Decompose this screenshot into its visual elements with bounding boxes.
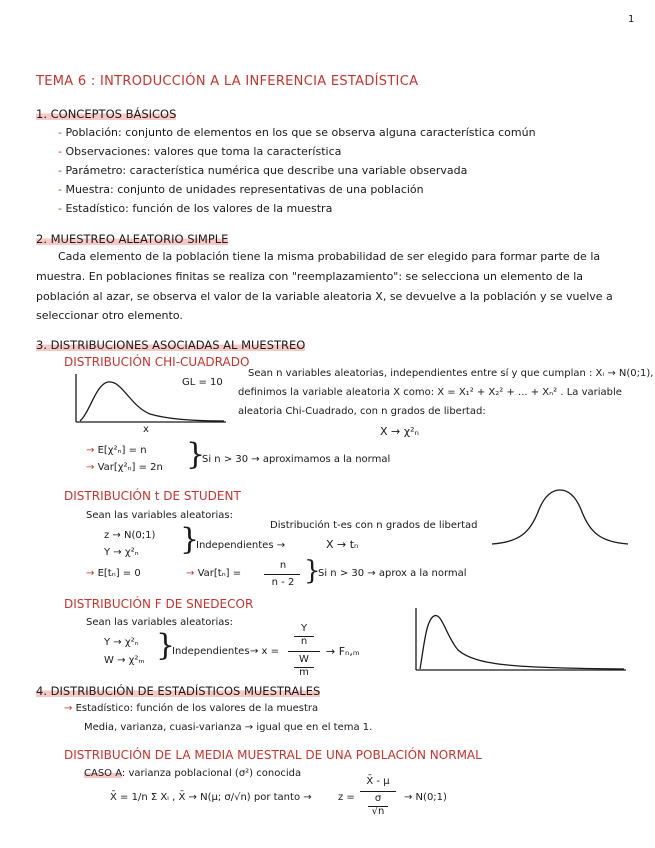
section-heading-text: 2. MUESTREO ALEATORIO SIMPLE [36,232,229,246]
chi-variance-text: Var[χ²ₙ] = 2n [97,462,163,473]
t-variance-fraction-bar [264,574,300,575]
concept-item-muestra: - Muestra: conjunto de unidades representativas de una población [58,183,424,196]
f-num-top: Y [300,623,308,634]
chi-expectation: → E[χ²ₙ] = n [86,445,147,456]
z-sigma: σ [374,793,382,804]
page-number: 1 [628,14,635,25]
section-heading-muestreo [36,232,228,246]
concept-def: : conjunto de unidades representativas de una población [110,183,424,196]
s4-line: Media, varianza, cuasi-varianza → igual que en el tema 1. [84,722,373,733]
t-expectation-text: E[tₙ] = 0 [97,568,141,579]
z-result: → N(0;1) [404,792,447,803]
section-heading-estadisticos [36,684,320,698]
t-independientes: Independientes → [196,540,286,551]
z-sqrt-n: √n [371,806,385,817]
t-approx-note: Si n > 30 → aprox a la normal [318,568,467,579]
case-a-label: CASO A [84,768,122,779]
t-brace: } [180,522,200,557]
t-note: Distribución t-es con n grados de libertad [270,520,478,531]
f-x-equals: → x = [250,646,280,657]
f-main-fraction-bar [288,651,320,652]
t-variance-denominator: n - 2 [271,577,295,588]
chi-square-heading: DISTRIBUCIÓN CHI-CUADRADO [64,355,250,369]
chi-text-line: definimos la variable aleatoria X como: X = X₁² + X₂² + ... + Xₙ² . La variable [238,387,622,398]
section-heading-text: 1. CONCEPTOS BÁSICOS [36,107,177,121]
chi-gl-label: GL = 10 [182,377,223,388]
paragraph-line: seleccionar otro elemento. [36,309,183,322]
concept-term: Población [65,126,119,139]
f-brace: } [156,628,176,663]
concept-item-poblacion: - Población: conjunto de elementos en los que se observa alguna característica común [58,126,536,139]
section-heading-text: 3. DISTRIBUCIONES ASOCIADAS AL MUESTREO [36,338,306,352]
concept-item-estadistico: - Estadístico: función de los valores de la muestra [58,202,333,215]
chi-text-line: Sean n variables aleatorias, independientes entre sí y que cumplan : Xᵢ → N(0;1), [248,368,654,379]
chi-approx-note: Si n > 30 → aproximamos a la normal [202,454,391,465]
f-snedecor-heading: DISTRIBUCIÓN F DE SNEDECOR [64,597,254,611]
z-equals: z = [338,792,355,803]
t-intro: Sean las variables aleatorias: [86,510,233,521]
concept-def: : conjunto de elementos en los que se observa alguna característica común [118,126,536,139]
t-student-heading: DISTRIBUCIÓN t DE STUDENT [64,489,241,503]
concept-item-observaciones: - Observaciones: valores que toma la característica [58,145,342,158]
chi-definition: X → χ²ₙ [380,425,419,438]
t-z-def: z → N(0;1) [104,530,156,541]
f-density-curve [420,616,624,669]
paragraph-line: Cada elemento de la población tiene la misma probabilidad de ser elegido para formar parte de la [58,250,601,263]
t-y-def: Y → χ²ₙ [104,547,139,558]
case-a-text: : varianza poblacional (σ²) conocida [121,768,302,779]
s4-item-text: Estadístico: función de los valores de la muestra [75,703,319,714]
t-variance: → Var[tₙ] = [186,568,242,579]
t-variance-brace: } [304,556,321,586]
f-y-def: Y → χ²ₙ [104,637,139,648]
f-independientes: Independientes [172,646,250,657]
f-num-bottom: n [300,636,308,647]
chi-brace: } [186,437,206,472]
concept-def: : característica numérica que describe una variable observada [122,164,468,177]
case-a-line [84,768,301,779]
formula-media: X̄ = 1/n Σ Xᵢ , X̄ → N(μ; σ/√n) por tanto → [110,792,312,803]
concept-term: Parámetro [65,164,123,177]
concept-item-parametro: - Parámetro: característica numérica que describe una variable observada [58,164,468,177]
f-intro: Sean las variables aleatorias: [86,617,233,628]
f-w-def: W → χ²ₘ [104,655,145,666]
concept-def: : valores que toma la característica [146,145,342,158]
concept-def: : función de los valores de la muestra [125,202,333,215]
chi-variance: → Var[χ²ₙ] = 2n [86,462,163,473]
section-heading-text: 4. DISTRIBUCIÓN DE ESTADÍSTICOS MUESTRALES [36,684,321,698]
chi-expectation-text: E[χ²ₙ] = n [97,445,147,456]
z-numerator: X̄ - μ [366,776,390,787]
chi-text-line: aleatoria Chi-Cuadrado, con n grados de libertad: [238,406,486,417]
t-student-curve-plot [490,488,630,552]
concept-term: Muestra [65,183,111,196]
s4-item: → Estadístico: función de los valores de la muestra [64,703,319,714]
section-heading-distribuciones [36,338,305,352]
f-den-bottom: m [299,667,309,678]
t-variance-numerator: n [279,560,287,571]
page-title: TEMA 6 : INTRODUCCIÓN A LA INFERENCIA ESTADÍSTICA [36,74,419,89]
f-result: → Fₙ,ₘ [326,645,360,658]
concept-term: Observaciones [65,145,147,158]
f-den-top: W [299,654,309,665]
f-snedecor-curve-plot [410,606,630,676]
media-muestral-heading: DISTRIBUCIÓN DE LA MEDIA MUESTRAL DE UNA POBLACIÓN NORMAL [64,748,482,762]
chi-axis-x-label: x [143,424,149,435]
concept-term: Estadístico [65,202,126,215]
t-variance-label: Var[tₙ] = [197,568,242,579]
t-expectation: → E[tₙ] = 0 [86,568,141,579]
paragraph-line: muestra. En poblaciones finitas se realiza con "reemplazamiento": se selecciona un elemento de la [36,270,584,283]
t-definition: X → tₙ [326,538,359,551]
section-heading-conceptos [36,107,176,121]
t-density-curve [492,490,628,544]
paragraph-line: población al azar, se observa el valor de la variable aleatoria X, se devuelve a la población y se vuelve a [36,290,613,303]
